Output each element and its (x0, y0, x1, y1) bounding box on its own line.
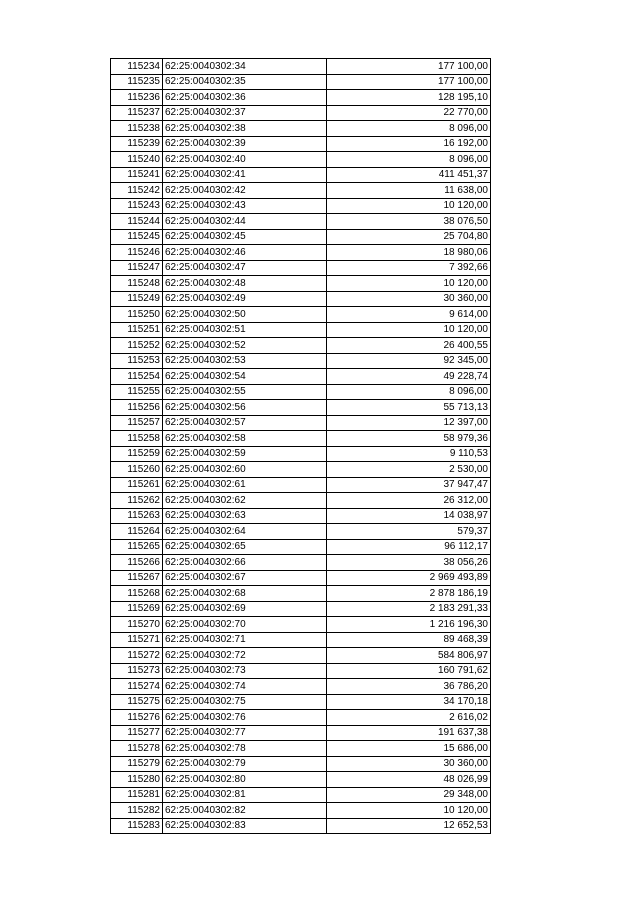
cadastral-value-cell: 26 400,55 (327, 338, 491, 354)
cadastral-value-cell: 8 096,00 (327, 384, 491, 400)
row-id-cell: 115234 (111, 59, 163, 75)
row-id-cell: 115236 (111, 90, 163, 106)
table-row (111, 803, 491, 819)
cadastral-value-cell: 30 360,00 (327, 756, 491, 772)
cadastral-value-cell: 34 170,18 (327, 694, 491, 710)
table-row (111, 679, 491, 695)
cadastral-value-cell: 7 392,66 (327, 260, 491, 276)
cadastral-value-cell: 36 786,20 (327, 679, 491, 695)
table-row (111, 539, 491, 555)
cadastral-number-cell: 62:25:0040302:42 (163, 183, 327, 199)
row-id-cell: 115283 (111, 818, 163, 834)
cadastral-value-cell: 30 360,00 (327, 291, 491, 307)
row-id-cell: 115265 (111, 539, 163, 555)
row-id-cell: 115245 (111, 229, 163, 245)
cadastral-number-cell: 62:25:0040302:58 (163, 431, 327, 447)
row-id-cell: 115260 (111, 462, 163, 478)
cadastral-value-cell: 38 076,50 (327, 214, 491, 230)
cadastral-value-cell: 14 038,97 (327, 508, 491, 524)
table-row (111, 431, 491, 447)
row-id-cell: 115255 (111, 384, 163, 400)
row-id-cell: 115235 (111, 74, 163, 90)
cadastral-value-cell: 89 468,39 (327, 632, 491, 648)
table-row (111, 787, 491, 803)
cadastral-number-cell: 62:25:0040302:48 (163, 276, 327, 292)
cadastral-number-cell: 62:25:0040302:52 (163, 338, 327, 354)
cadastral-number-cell: 62:25:0040302:65 (163, 539, 327, 555)
table-body (111, 59, 491, 834)
cadastral-value-cell: 29 348,00 (327, 787, 491, 803)
row-id-cell: 115248 (111, 276, 163, 292)
cadastral-number-cell: 62:25:0040302:68 (163, 586, 327, 602)
cadastral-value-cell: 49 228,74 (327, 369, 491, 385)
table-row (111, 508, 491, 524)
row-id-cell: 115249 (111, 291, 163, 307)
cadastral-number-cell: 62:25:0040302:39 (163, 136, 327, 152)
cadastral-value-cell: 1 216 196,30 (327, 617, 491, 633)
row-id-cell: 115241 (111, 167, 163, 183)
cadastral-number-cell: 62:25:0040302:46 (163, 245, 327, 261)
cadastral-number-cell: 62:25:0040302:71 (163, 632, 327, 648)
table-row (111, 741, 491, 757)
table-row (111, 400, 491, 416)
cadastral-value-cell: 48 026,99 (327, 772, 491, 788)
cadastral-value-cell: 58 979,36 (327, 431, 491, 447)
table-row (111, 369, 491, 385)
cadastral-value-cell: 8 096,00 (327, 121, 491, 137)
row-id-cell: 115268 (111, 586, 163, 602)
row-id-cell: 115262 (111, 493, 163, 509)
cadastral-number-cell: 62:25:0040302:47 (163, 260, 327, 276)
cadastral-number-cell: 62:25:0040302:35 (163, 74, 327, 90)
cadastral-number-cell: 62:25:0040302:64 (163, 524, 327, 540)
cadastral-value-cell: 10 120,00 (327, 276, 491, 292)
cadastral-number-cell: 62:25:0040302:76 (163, 710, 327, 726)
cadastral-number-cell: 62:25:0040302:53 (163, 353, 327, 369)
row-id-cell: 115258 (111, 431, 163, 447)
table-row (111, 725, 491, 741)
cadastral-number-cell: 62:25:0040302:43 (163, 198, 327, 214)
cadastral-value-cell: 9 110,53 (327, 446, 491, 462)
cadastral-number-cell: 62:25:0040302:82 (163, 803, 327, 819)
cadastral-value-cell: 11 638,00 (327, 183, 491, 199)
table-row (111, 136, 491, 152)
row-id-cell: 115237 (111, 105, 163, 121)
cadastral-number-cell: 62:25:0040302:38 (163, 121, 327, 137)
cadastral-number-cell: 62:25:0040302:34 (163, 59, 327, 75)
cadastral-value-table (110, 58, 491, 834)
cadastral-value-cell: 411 451,37 (327, 167, 491, 183)
cadastral-number-cell: 62:25:0040302:54 (163, 369, 327, 385)
cadastral-value-cell: 96 112,17 (327, 539, 491, 555)
cadastral-value-cell: 579,37 (327, 524, 491, 540)
table-row (111, 586, 491, 602)
cadastral-value-cell: 26 312,00 (327, 493, 491, 509)
cadastral-value-cell: 2 878 186,19 (327, 586, 491, 602)
cadastral-number-cell: 62:25:0040302:62 (163, 493, 327, 509)
table-row (111, 570, 491, 586)
table-row (111, 291, 491, 307)
row-id-cell: 115273 (111, 663, 163, 679)
table-row (111, 632, 491, 648)
table-row (111, 322, 491, 338)
cadastral-value-cell: 2 183 291,33 (327, 601, 491, 617)
table-row (111, 307, 491, 323)
cadastral-number-cell: 62:25:0040302:79 (163, 756, 327, 772)
cadastral-number-cell: 62:25:0040302:40 (163, 152, 327, 168)
table-row (111, 446, 491, 462)
cadastral-number-cell: 62:25:0040302:78 (163, 741, 327, 757)
cadastral-value-cell: 584 806,97 (327, 648, 491, 664)
row-id-cell: 115274 (111, 679, 163, 695)
cadastral-value-cell: 10 120,00 (327, 198, 491, 214)
cadastral-number-cell: 62:25:0040302:75 (163, 694, 327, 710)
cadastral-value-cell: 92 345,00 (327, 353, 491, 369)
table-row (111, 74, 491, 90)
cadastral-number-cell: 62:25:0040302:77 (163, 725, 327, 741)
cadastral-value-cell: 9 614,00 (327, 307, 491, 323)
row-id-cell: 115280 (111, 772, 163, 788)
table-row (111, 90, 491, 106)
row-id-cell: 115279 (111, 756, 163, 772)
cadastral-number-cell: 62:25:0040302:51 (163, 322, 327, 338)
cadastral-value-cell: 10 120,00 (327, 322, 491, 338)
table-row (111, 353, 491, 369)
table-row (111, 415, 491, 431)
cadastral-value-cell: 15 686,00 (327, 741, 491, 757)
row-id-cell: 115270 (111, 617, 163, 633)
cadastral-value-cell: 16 192,00 (327, 136, 491, 152)
cadastral-value-cell: 10 120,00 (327, 803, 491, 819)
table-row (111, 477, 491, 493)
cadastral-number-cell: 62:25:0040302:63 (163, 508, 327, 524)
cadastral-number-cell: 62:25:0040302:50 (163, 307, 327, 323)
cadastral-number-cell: 62:25:0040302:41 (163, 167, 327, 183)
row-id-cell: 115257 (111, 415, 163, 431)
cadastral-value-cell: 12 652,53 (327, 818, 491, 834)
table-row (111, 167, 491, 183)
cadastral-value-cell: 177 100,00 (327, 74, 491, 90)
row-id-cell: 115267 (111, 570, 163, 586)
row-id-cell: 115251 (111, 322, 163, 338)
cadastral-value-cell: 25 704,80 (327, 229, 491, 245)
cadastral-number-cell: 62:25:0040302:57 (163, 415, 327, 431)
table-row (111, 601, 491, 617)
cadastral-value-cell: 191 637,38 (327, 725, 491, 741)
cadastral-value-cell: 55 713,13 (327, 400, 491, 416)
cadastral-number-cell: 62:25:0040302:44 (163, 214, 327, 230)
cadastral-number-cell: 62:25:0040302:36 (163, 90, 327, 106)
table-row (111, 462, 491, 478)
row-id-cell: 115269 (111, 601, 163, 617)
table-row (111, 59, 491, 75)
table-row (111, 384, 491, 400)
table-row (111, 260, 491, 276)
table-row (111, 710, 491, 726)
row-id-cell: 115271 (111, 632, 163, 648)
row-id-cell: 115238 (111, 121, 163, 137)
cadastral-number-cell: 62:25:0040302:72 (163, 648, 327, 664)
cadastral-number-cell: 62:25:0040302:70 (163, 617, 327, 633)
row-id-cell: 115240 (111, 152, 163, 168)
cadastral-value-cell: 22 770,00 (327, 105, 491, 121)
cadastral-number-cell: 62:25:0040302:37 (163, 105, 327, 121)
cadastral-number-cell: 62:25:0040302:55 (163, 384, 327, 400)
row-id-cell: 115244 (111, 214, 163, 230)
table-row (111, 772, 491, 788)
cadastral-value-cell: 2 616,02 (327, 710, 491, 726)
cadastral-number-cell: 62:25:0040302:67 (163, 570, 327, 586)
cadastral-value-cell: 128 195,10 (327, 90, 491, 106)
cadastral-value-cell: 38 056,26 (327, 555, 491, 571)
row-id-cell: 115247 (111, 260, 163, 276)
cadastral-number-cell: 62:25:0040302:81 (163, 787, 327, 803)
table-row (111, 756, 491, 772)
cadastral-number-cell: 62:25:0040302:49 (163, 291, 327, 307)
row-id-cell: 115282 (111, 803, 163, 819)
row-id-cell: 115266 (111, 555, 163, 571)
cadastral-number-cell: 62:25:0040302:56 (163, 400, 327, 416)
cadastral-value-cell: 12 397,00 (327, 415, 491, 431)
table-row (111, 152, 491, 168)
row-id-cell: 115253 (111, 353, 163, 369)
row-id-cell: 115277 (111, 725, 163, 741)
table-row (111, 105, 491, 121)
table-row (111, 198, 491, 214)
row-id-cell: 115242 (111, 183, 163, 199)
cadastral-value-cell: 8 096,00 (327, 152, 491, 168)
row-id-cell: 115278 (111, 741, 163, 757)
row-id-cell: 115263 (111, 508, 163, 524)
cadastral-number-cell: 62:25:0040302:61 (163, 477, 327, 493)
table-row (111, 245, 491, 261)
table-row (111, 818, 491, 834)
cadastral-number-cell: 62:25:0040302:60 (163, 462, 327, 478)
cadastral-number-cell: 62:25:0040302:73 (163, 663, 327, 679)
row-id-cell: 115256 (111, 400, 163, 416)
table-row (111, 694, 491, 710)
table-row (111, 493, 491, 509)
row-id-cell: 115276 (111, 710, 163, 726)
row-id-cell: 115259 (111, 446, 163, 462)
row-id-cell: 115243 (111, 198, 163, 214)
cadastral-value-cell: 37 947,47 (327, 477, 491, 493)
row-id-cell: 115239 (111, 136, 163, 152)
cadastral-value-cell: 18 980,06 (327, 245, 491, 261)
row-id-cell: 115250 (111, 307, 163, 323)
table-row (111, 276, 491, 292)
row-id-cell: 115252 (111, 338, 163, 354)
cadastral-value-cell: 177 100,00 (327, 59, 491, 75)
table-row (111, 524, 491, 540)
table-row (111, 663, 491, 679)
cadastral-number-cell: 62:25:0040302:66 (163, 555, 327, 571)
row-id-cell: 115261 (111, 477, 163, 493)
table-row (111, 183, 491, 199)
table-row (111, 648, 491, 664)
cadastral-number-cell: 62:25:0040302:69 (163, 601, 327, 617)
table-row (111, 338, 491, 354)
cadastral-number-cell: 62:25:0040302:83 (163, 818, 327, 834)
row-id-cell: 115264 (111, 524, 163, 540)
table-row (111, 617, 491, 633)
cadastral-number-cell: 62:25:0040302:80 (163, 772, 327, 788)
table-row (111, 555, 491, 571)
table-row (111, 229, 491, 245)
table-row (111, 121, 491, 137)
cadastral-number-cell: 62:25:0040302:74 (163, 679, 327, 695)
row-id-cell: 115275 (111, 694, 163, 710)
row-id-cell: 115254 (111, 369, 163, 385)
cadastral-number-cell: 62:25:0040302:45 (163, 229, 327, 245)
row-id-cell: 115281 (111, 787, 163, 803)
table-row (111, 214, 491, 230)
row-id-cell: 115246 (111, 245, 163, 261)
cadastral-value-cell: 2 969 493,89 (327, 570, 491, 586)
row-id-cell: 115272 (111, 648, 163, 664)
cadastral-number-cell: 62:25:0040302:59 (163, 446, 327, 462)
cadastral-value-cell: 160 791,62 (327, 663, 491, 679)
cadastral-value-cell: 2 530,00 (327, 462, 491, 478)
